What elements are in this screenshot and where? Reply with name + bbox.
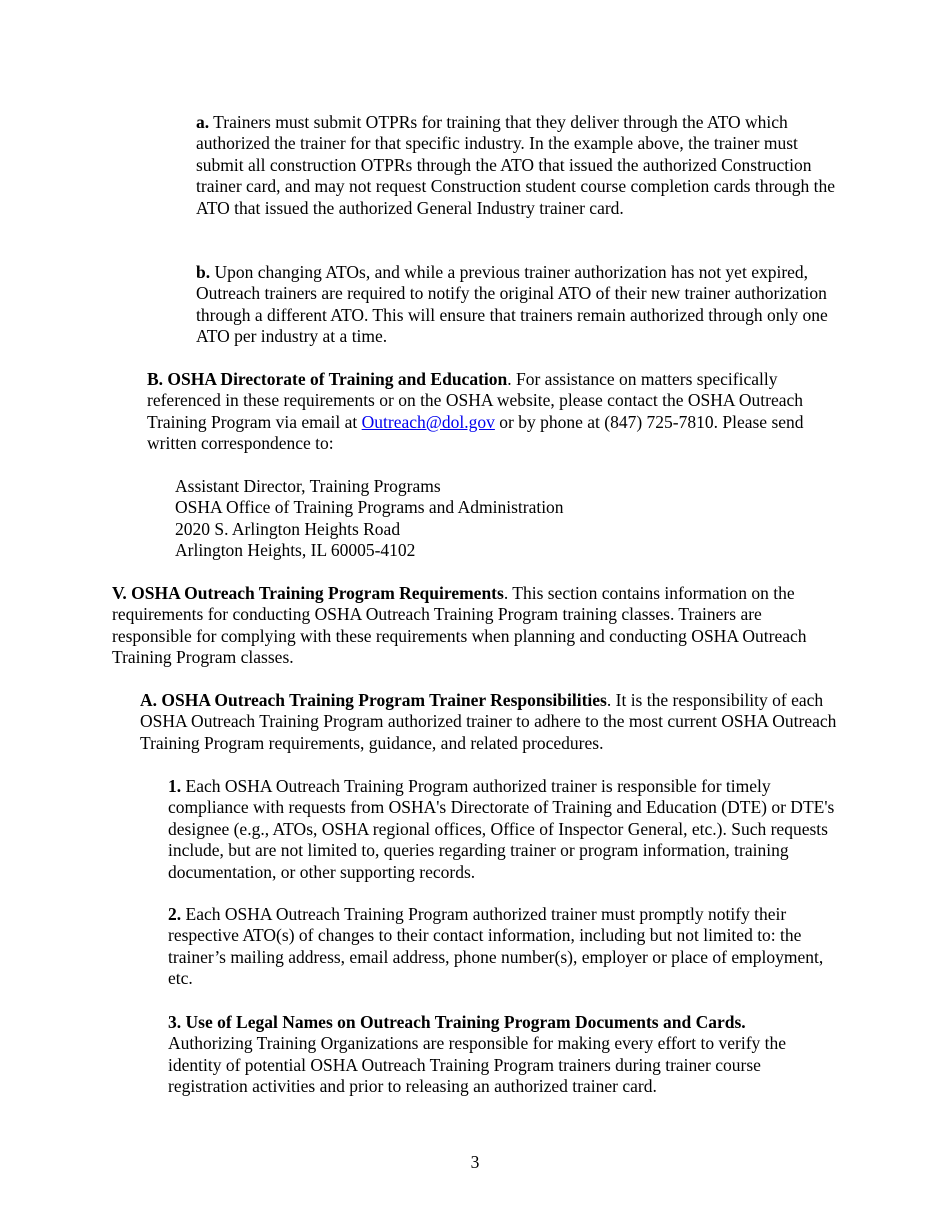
paragraph-item-3 [168,1012,838,1098]
item-b-label: b. [196,262,211,282]
section-v-heading: V. OSHA Outreach Training Program Requirements [112,583,504,603]
item-3-heading: 3. Use of Legal Names on Outreach Training Program Documents and Cards. [168,1012,746,1032]
item-2-text: Each OSHA Outreach Training Program authorized trainer must promptly notify their respective ATO(s) of changes to their contact information, including but not limited to: the trainer’s mailing address, email address, phone number(s), employer or place of employment, etc. [168,904,824,989]
section-a-heading: A. OSHA Outreach Training Program Trainer Responsibilities [140,690,607,710]
item-1-label: 1. [168,776,182,796]
item-a-label: a. [196,112,210,132]
mailing-address [175,476,564,562]
address-line-2: OSHA Office of Training Programs and Administration [175,497,564,518]
section-a-text: . It is the responsibility of each OSHA Outreach Training Program authorized trainer to adhere to the most current OSHA Outreach Training Program requirements, guidance, and related procedures. [140,690,837,753]
paragraph-item-b [196,262,846,348]
paragraph-item-1 [168,776,838,883]
address-line-3: 2020 S. Arlington Heights Road [175,518,401,539]
paragraph-item-2 [168,904,838,990]
paragraph-section-a [140,690,845,754]
item-b-text: Upon changing ATOs, and while a previous trainer authorization has not yet expired, Outreach trainers are required to notify the original ATO of their new trainer authorization through a different ATO. This will ensure that trainers remain authorized through only one ATO per industry at a time. [196,262,828,347]
section-b-text-before-link: . For assistance on matters specifically referenced in these requirements or on the OSHA website, please contact the OSHA Outreach Training Program via email at [147,369,804,432]
paragraph-section-b [147,369,847,455]
address-line-1: Assistant Director, Training Programs [175,476,441,496]
section-b-text-after-link: or by phone at (847) 725-7810. Please send written correspondence to: [147,411,804,454]
section-v-text: . This section contains information on the requirements for conducting OSHA Outreach Training Program training classes. Trainers are responsible for complying with these requirements when planning and conducting OSHA Outreach Training Program classes. [112,583,807,668]
paragraph-section-v [112,583,842,669]
item-1-text: Each OSHA Outreach Training Program authorized trainer is responsible for timely compliance with requests from OSHA's Directorate of Training and Education (DTE) or DTE's designee (e.g., ATOs, OSHA regional offices, Office of Inspector General, etc.). Such requests include, but are not limited to, queries regarding trainer or program information, training documentation, or other supporting records. [168,776,835,882]
email-link[interactable]: Outreach@dol.gov [361,411,495,432]
item-a-text: Trainers must submit OTPRs for training that they deliver through the ATO which authorized the trainer for that specific industry. In the example above, the trainer must submit all construction OTPRs through the ATO that issued the authorized Construction trainer card, and may not request Construction student course completion cards through the ATO that issued the authorized General Industry trainer card. [196,112,836,218]
section-b-heading: B. OSHA Directorate of Training and Education [147,369,508,389]
item-2-label: 2. [168,904,182,924]
address-line-4: Arlington Heights, IL 60005-4102 [175,540,416,561]
item-3-text: Authorizing Training Organizations are responsible for making every effort to verify the identity of potential OSHA Outreach Training Program trainers during trainer course registration activities and prior to releasing an authorized trainer card. [168,1033,787,1097]
page-number: 3 [470,1152,480,1172]
paragraph-item-a [196,112,846,219]
